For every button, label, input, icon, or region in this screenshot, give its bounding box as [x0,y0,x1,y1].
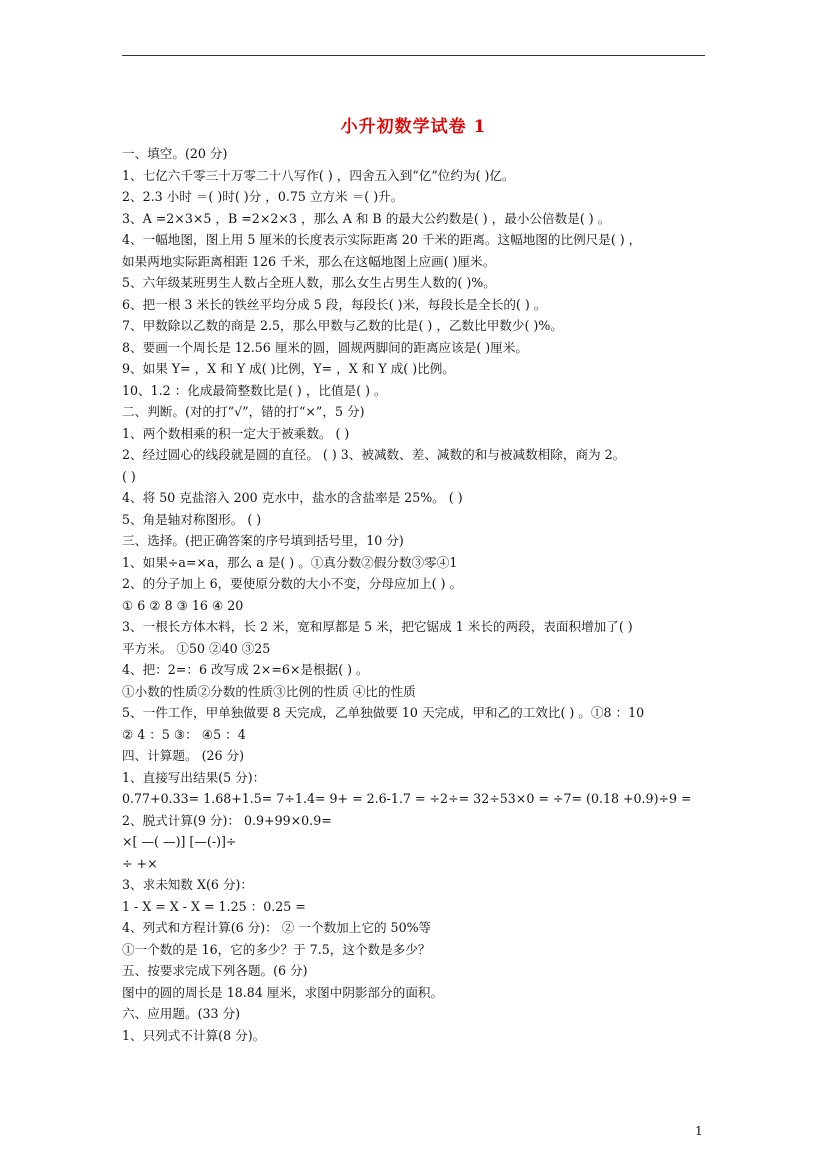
question-line: 1、两个数相乘的积一定大于被乘数。 ( ) [122,425,350,441]
question-line: 5、六年级某班男生人数占全班人数，那么女生占男生人数的( )%。 [122,275,496,290]
question-line: 3、求未知数 X(6 分)： [122,877,253,892]
section-heading-multiple-choice: 三、选择。(把正确答案的序号填到括号里，10 分) [122,533,404,548]
question-line: 4、将 50 克盐溶入 200 克水中，盐水的含盐率是 25%。 ( ) [122,490,463,505]
question-line: 如果两地实际距离相距 126 千米，那么在这幅地图上应画( )厘米。 [122,253,496,269]
exam-title: 小升初数学试卷 1 [340,117,487,137]
question-line: 平方米。 ①50 ②40 ③25 [122,640,271,656]
question-line: 1 - X = X - X = 1.25 ：0.25 = [122,898,306,914]
exam-body [122,143,710,1046]
section-heading-requirements: 五、按要求完成下列各题。(6 分) [122,963,308,978]
question-line: 4、一幅地图，图上用 5 厘米的长度表示实际距离 20 千米的距离。这幅地图的比例尺是( ) ， [122,232,642,247]
question-line: 1、直接写出结果(5 分)： [122,769,266,785]
question-line: 0.77+0.33= 1.68+1.5= 7÷1.4= 9+ = 2.6-1.7 = ÷2÷= 32÷53×0 = ÷7= (0.18 +0.9)÷9 = [122,791,692,806]
page-number: 1 [695,1124,703,1138]
question-line: 5、角是轴对称图形。 ( ) [122,511,262,527]
question-line: 1、只列式不计算(8 分)。 [122,1027,266,1043]
question-line: ①一个数的是 16，它的多少？于 7.5，这个数是多少？ [122,941,431,957]
question-line: 7、甲数除以乙数的商是 2.5，那么甲数与乙数的比是( ) ，乙数比甲数少( )%。 [122,318,563,333]
section-heading-true-false: 二、判断。(对的打“√”，错的打“×”，5 分) [122,404,365,419]
question-line: 2、经过圆心的线段就是圆的直径。 ( ) 3、被减数、差、减数的和与被减数相除，商为 2。 [122,447,626,462]
section-heading-calculation: 四、计算题。 (26 分) [122,748,245,763]
question-line: ( ) [122,468,136,484]
header-rule [122,55,705,56]
question-line: 2、的分子加上 6，要使原分数的大小不变，分母应加上( ) 。 [122,576,463,591]
question-line: 2、脱式计算(9 分)： 0.9+99×0.9= [122,812,332,828]
question-line: 9、如果 Y= ，X 和 Y 成( )比例，Y= ，X 和 Y 成( )比例。 [122,361,455,376]
question-line: 3、A =2×3×5 ，B =2×2×3 ，那么 A 和 B 的最大公约数是( ) ，最小公倍数是( ) 。 [122,210,611,226]
question-line: 8、要画一个周长是 12.56 厘米的圆，圆规两脚间的距离应该是( )厘米。 [122,339,528,355]
question-line: 10、1.2 ：化成最简整数比是( ) ，比值是( ) 。 [122,382,387,398]
question-line: 5、一件工作，甲单独做要 8 天完成，乙单独做要 10 天完成，甲和乙的工效比( ) 。①8 ：10 [122,705,645,720]
question-line: 3、一根长方体木料，长 2 米，宽和厚都是 5 米，把它锯成 1 米长的两段，表面积增加了( ) [122,619,633,634]
question-line: 1、如果÷a=×a，那么 a 是( ) 。①真分数②假分数③零④1 [122,554,458,570]
question-line: ① 6 ② 8 ③ 16 ④ 20 [122,597,244,613]
question-line: 2、2.3 小时 ＝( )时( )分 ，0.75 立方米 ＝( )升。 [122,189,404,204]
section-heading-word-problems: 六、应用题。(33 分) [122,1006,241,1021]
question-line: ÷ +× [122,855,158,871]
question-line: 4、列式和方程计算(6 分)： ② 一个数加上它的 50%等 [122,920,432,935]
question-line: ①小数的性质②分数的性质③比例的性质 ④比的性质 [122,683,416,699]
question-line: 1、七亿六千零三十万零二十八写作( ) ，四舍五入到“亿”位约为( )亿。 [122,167,515,183]
question-line: 6、把一根 3 米长的铁丝平均分成 5 段，每段长( )米，每段长是全长的( ) 。 [122,296,547,312]
question-line: ×[ —( —)] [—(-)]÷ [122,834,237,849]
question-line: 图中的圆的周长是 18.84 厘米，求图中阴影部分的面积。 [122,984,444,1000]
question-line: 4、把：2=：6 改写成 2×=6×是根据( ) 。 [122,662,369,677]
section-heading-fill-in: 一、填空。(20 分) [122,146,228,161]
question-line: ② 4 ：5 ③： ④5 ：4 [122,726,246,742]
